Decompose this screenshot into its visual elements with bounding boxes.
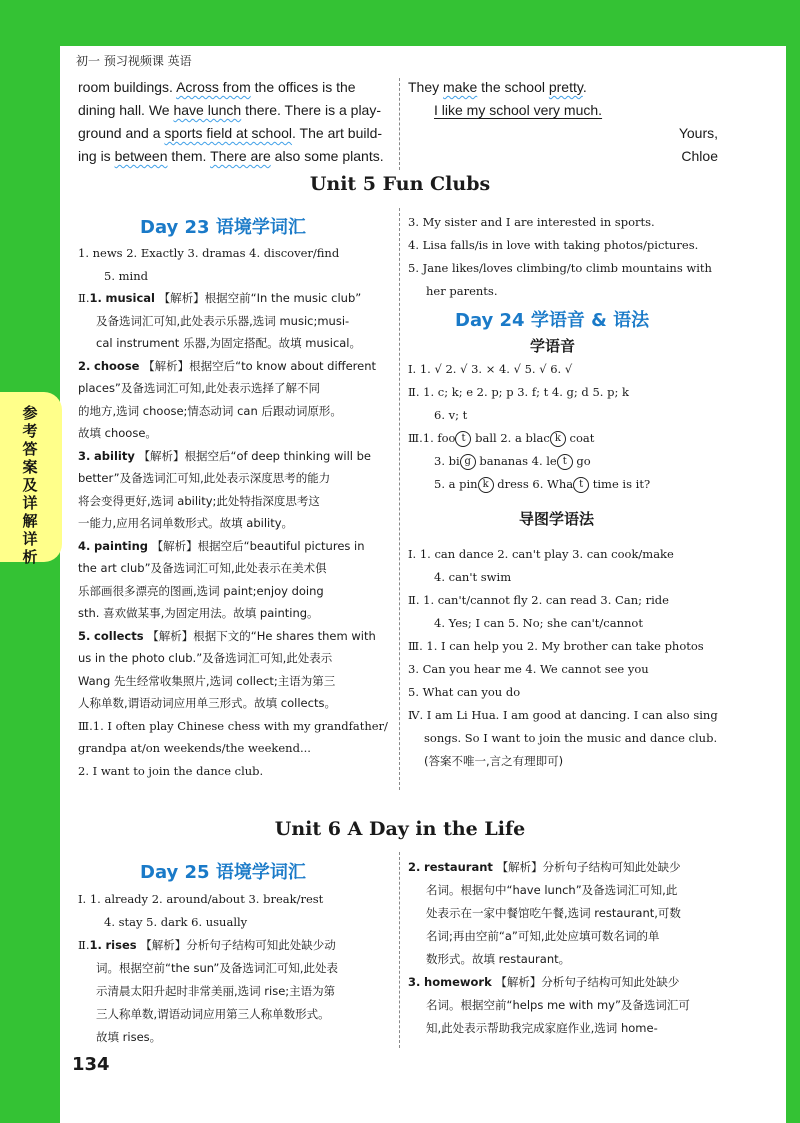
column-divider xyxy=(399,852,400,1048)
day-25-title: Day 25 语境学词汇 xyxy=(140,862,306,883)
day-23-answers-cont: 3. My sister and I are interested in sports. 4. Lisa falls/is in love with taking photos/pictures. 5. Jane likes/loves climbing/to climb mountains with her parents. xyxy=(408,215,712,298)
day-24-grammar: Ⅰ. 1. can dance 2. can't play 3. can cook/make 4. can't swim Ⅱ. 1. can't/cannot fly 2. can read 3. Can; ride 4. Yes; I can 5. No; she can't/cannot Ⅲ. 1. I can help you 2. My brother can take photos 3. Can you hear me 4. We cannot see you 5. What can you do Ⅳ. I am Li Hua. I am good at dancing. I can also sing songs. So I want to join the music and dance club. (答案不唯一,言之有理即可) xyxy=(408,547,718,768)
day-24-title: Day 24 学语音 & 语法 xyxy=(455,310,650,331)
side-tab-label: 参 考 答 案 及 详 解 详 析 xyxy=(22,404,38,566)
green-border-right xyxy=(786,0,800,1123)
grammar-heading: 导图学语法 xyxy=(519,510,595,528)
letter-right: They make the school pretty. I like my school very much. xyxy=(408,79,603,118)
day-25-answers: Ⅰ. 1. already 2. around/about 3. break/rest 4. stay 5. dark 6. usually Ⅱ.1. rises 【解析】分析句子结构可知此处缺少动 词。根据空前“the sun”及备选词汇可知,此处表 示清晨太阳升起时非常美丽,选词 rise;主语为第 三人称单数,谓语动词应用第三人称单数形式。 故填 rises。 xyxy=(78,892,339,1044)
running-header: 初一 预习视频课 英语 xyxy=(76,54,192,68)
letter-signature: Chloe xyxy=(681,148,718,164)
day-23-answers: 1. news 2. Exactly 3. dramas 4. discover/find 5. mind Ⅱ.1. musical 【解析】根据空前“In the music club” 及备选词汇可知,此处表示乐器,选词 music;musi- cal instrument 乐器,为固定搭配。故填 musical。 2. choose 【解析】根据空后“to know about different places”及备选词汇可知,此处表示选择了解不同 的地方,选词 choose;情态动词 can 后跟动词原形。 故填 choose。 3. ability 【解析】根据空后“of deep thinking will be better”及备选词汇可知,此处表示深度思考的能力 将会变得更好,选词 ability;此处特指深度思考这 一能力,应用名词单数形式。故填 ability。 4. painting 【解析】根据空后“beautiful pictures in the art club”及备选词汇可知,此处表示在美术俱 乐部画很多漂亮的图画,选词 paint;enjoy doing sth. 喜欢做某事,为固定用法。故填 painting。 5. collects 【解析】根据下文的“He shares them with us in the photo club.”及备选词汇可知,此处表示 Wang 先生经常收集照片,选词 collect;主语为第三 人称单数,谓语动词应用单三形式。故填 collects。 Ⅲ.1. I often play Chinese chess with my grandfather/ grandpa at/on weekends/the weekend... 2. I want to join the dance club. xyxy=(78,246,388,778)
day-24-pronunciation: Ⅰ. 1. √ 2. √ 3. × 4. √ 5. √ 6. √ Ⅱ. 1. c; k; e 2. p; p 3. f; t 4. g; d 5. p; k 6. v; t Ⅲ.1. foo t ball 2. a blac k coat 3. bi g bananas 4. le t go 5. a pin k dress 6. Wha t time is it? xyxy=(408,362,651,491)
green-border-top xyxy=(0,0,800,46)
page-number: 134 xyxy=(72,1054,110,1075)
letter-left: room buildings. Across from the offices is the dining hall. We have lunch there. There is a play- ground and a sports field at school. The art build- ing is between them. There are also some plants. xyxy=(78,79,384,164)
column-divider xyxy=(399,208,400,790)
day-23-title: Day 23 语境学词汇 xyxy=(140,217,306,238)
letter-closing: Yours, xyxy=(678,125,718,141)
pronunciation-heading: 学语音 xyxy=(530,337,576,355)
unit-5-title: Unit 5 Fun Clubs xyxy=(309,173,491,195)
unit-6-title: Unit 6 A Day in the Life xyxy=(274,818,526,840)
day-25-answers-cont: 2. restaurant 【解析】分析句子结构可知此处缺少 名词。根据句中“have lunch”及备选词汇可知,此 处表示在一家中餐馆吃午餐,选词 restaurant,可数 名词;再由空前“a”可知,此处应填可数名词的单 数形式。故填 restaurant。 3. homework 【解析】分析句子结构可知此处缺少 名词。根据空前“helps me with my”及备选词汇可 知,此处表示帮助我完成家庭作业,选词 home- xyxy=(408,860,690,1035)
column-divider xyxy=(399,78,400,170)
